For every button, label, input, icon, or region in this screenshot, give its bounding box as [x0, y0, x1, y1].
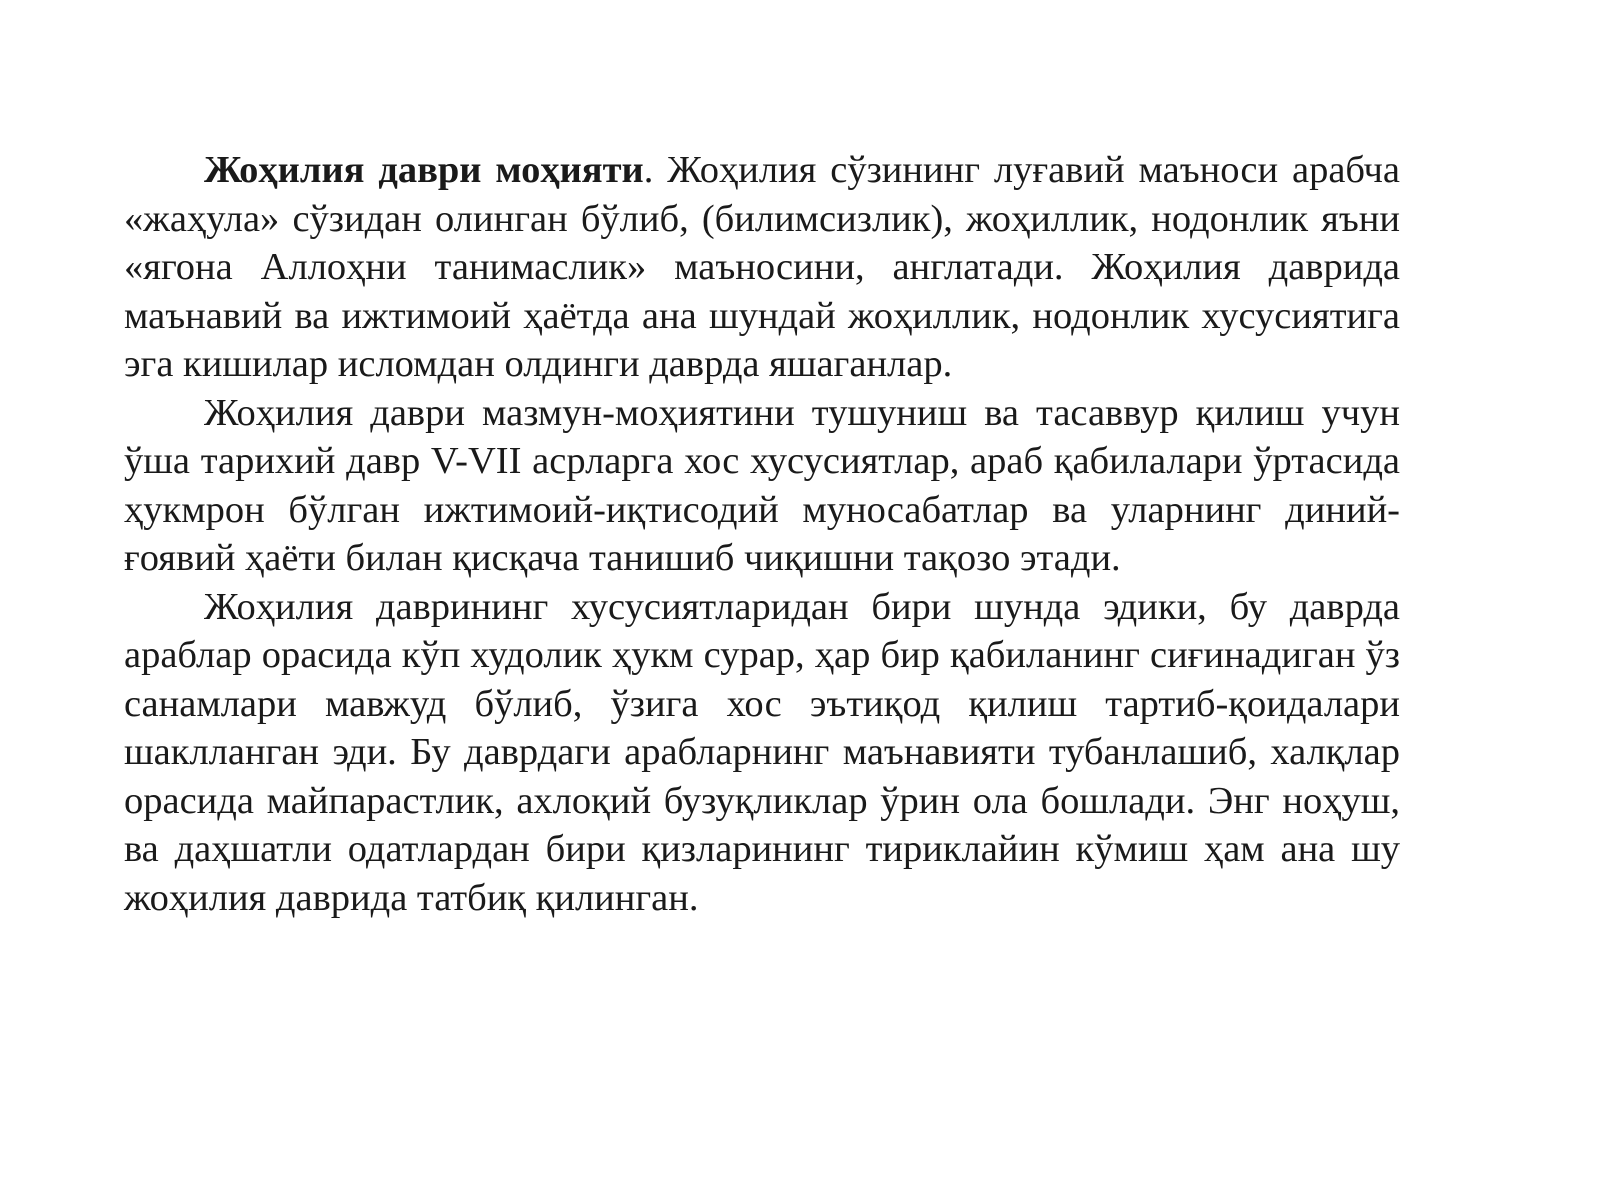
document-page [124, 146, 1400, 922]
section-heading: Жоҳилия даври моҳияти [204, 149, 644, 191]
paragraph-3 [124, 583, 1400, 923]
heading-period: . [643, 149, 654, 191]
paragraph-3-text: Жоҳилия даврининг хусусиятларидан бири шунда эдики, бу даврда араблар орасида кўп худолик ҳукм сурар, ҳар бир қабиланинг сиғинадиган ўз санамлари мавжуд бўлиб, ўзига хос эътиқод қилиш тартиб-қоидалари шаклланган эди. Бу даврдаги арабларнинг маънавияти тубанлашиб, халқлар орасида майпарастлик, ахлоқий бузуқликлар ўрин ола бошлади. Энг ноҳуш, ва даҳшатли одатлардан бири қизларининг тириклайин кўмиш ҳам ана шу жоҳилия даврида татбиқ қилинган. [124, 585, 1400, 919]
paragraph-2 [124, 389, 1400, 583]
paragraph-1-text: Жоҳилия сўзининг луғавий маъноси арабча «жаҳула» сўзидан олинган бўлиб, (билимсизлик), жоҳиллик, нодонлик яъни «ягона Аллоҳни танимаслик» маъносини, англатади. Жоҳилия даврида маънавий ва ижтимоий ҳаётда ана шундай жоҳиллик, нодонлик хусусиятига эга кишилар исломдан олдинги даврда яшаганлар. [124, 149, 1401, 385]
paragraph-2-text: Жоҳилия даври мазмун-моҳиятини тушуниш ва тасаввур қилиш учун ўша тарихий давр V-VII асрларга хос хусусиятлар, араб қабилалари ўртасида ҳукмрон бўлган ижтимоий-иқтисодий муносабатлар ва уларнинг диний-ғоявий ҳаёти билан қисқача танишиб чиқишни тақозо этади. [124, 391, 1400, 579]
paragraph-1 [124, 146, 1400, 389]
